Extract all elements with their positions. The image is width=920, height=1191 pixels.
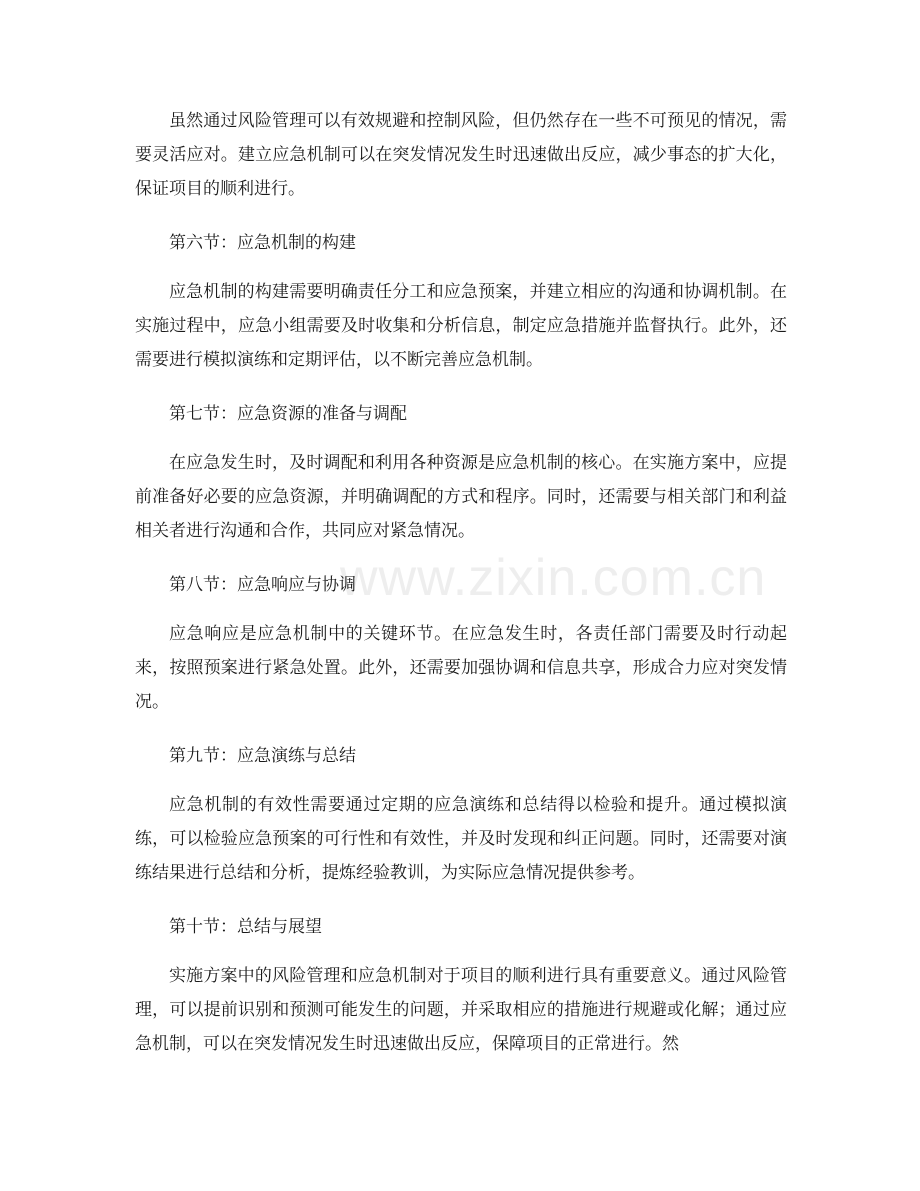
- paragraph-text: 应急机制的有效性需要通过定期的应急演练和总结得以检验和提升。通过模拟演练，可以检验应急预案的可行性和有效性，并及时发现和纠正问题。同时，还需要对演练结果进行总结和分析，提炼经验教训，为实际应急情况提供参考。: [135, 795, 787, 883]
- paragraph-intro: [135, 104, 787, 206]
- paragraph-text: 应急响应是应急机制中的关键环节。在应急发生时，各责任部门需要及时行动起来，按照预案进行紧急处置。此外，还需要加强协调和信息共享，形成合力应对突发情况。: [135, 624, 787, 712]
- paragraph-section-8: [135, 617, 787, 719]
- paragraph-section-9: [135, 788, 787, 890]
- paragraph-section-10: [135, 959, 787, 1061]
- paragraph-section-6: [135, 275, 787, 377]
- section-heading-text: 第七节：应急资源的准备与调配: [169, 404, 407, 424]
- section-heading-text: 第九节：应急演练与总结: [169, 746, 356, 766]
- section-heading-9: [135, 739, 787, 773]
- section-heading-text: 第八节：应急响应与协调: [169, 575, 356, 595]
- section-heading-text: 第十节：总结与展望: [169, 917, 322, 937]
- section-heading-6: [135, 226, 787, 260]
- paragraph-text: 实施方案中的风险管理和应急机制对于项目的顺利进行具有重要意义。通过风险管理，可以提前识别和预测可能发生的问题，并采取相应的措施进行规避或化解；通过应急机制，可以在突发情况发生时迅速做出反应，保障项目的正常进行。然: [135, 966, 787, 1054]
- section-heading-10: [135, 910, 787, 944]
- paragraph-text: 在应急发生时，及时调配和利用各种资源是应急机制的核心。在实施方案中，应提前准备好必要的应急资源，并明确调配的方式和程序。同时，还需要与相关部门和利益相关者进行沟通和合作，共同应对紧急情况。: [135, 453, 787, 541]
- paragraph-section-7: [135, 446, 787, 548]
- paragraph-text: 虽然通过风险管理可以有效规避和控制风险，但仍然存在一些不可预见的情况，需要灵活应对。建立应急机制可以在突发情况发生时迅速做出反应，减少事态的扩大化，保证项目的顺利进行。: [135, 111, 787, 199]
- section-heading-text: 第六节：应急机制的构建: [169, 233, 356, 253]
- section-heading-7: [135, 397, 787, 431]
- watermark: www.zixin.com.cn: [340, 549, 767, 607]
- section-heading-8: [135, 568, 787, 602]
- paragraph-text: 应急机制的构建需要明确责任分工和应急预案，并建立相应的沟通和协调机制。在实施过程中，应急小组需要及时收集和分析信息，制定应急措施并监督执行。此外，还需要进行模拟演练和定期评估，以不断完善应急机制。: [135, 282, 787, 370]
